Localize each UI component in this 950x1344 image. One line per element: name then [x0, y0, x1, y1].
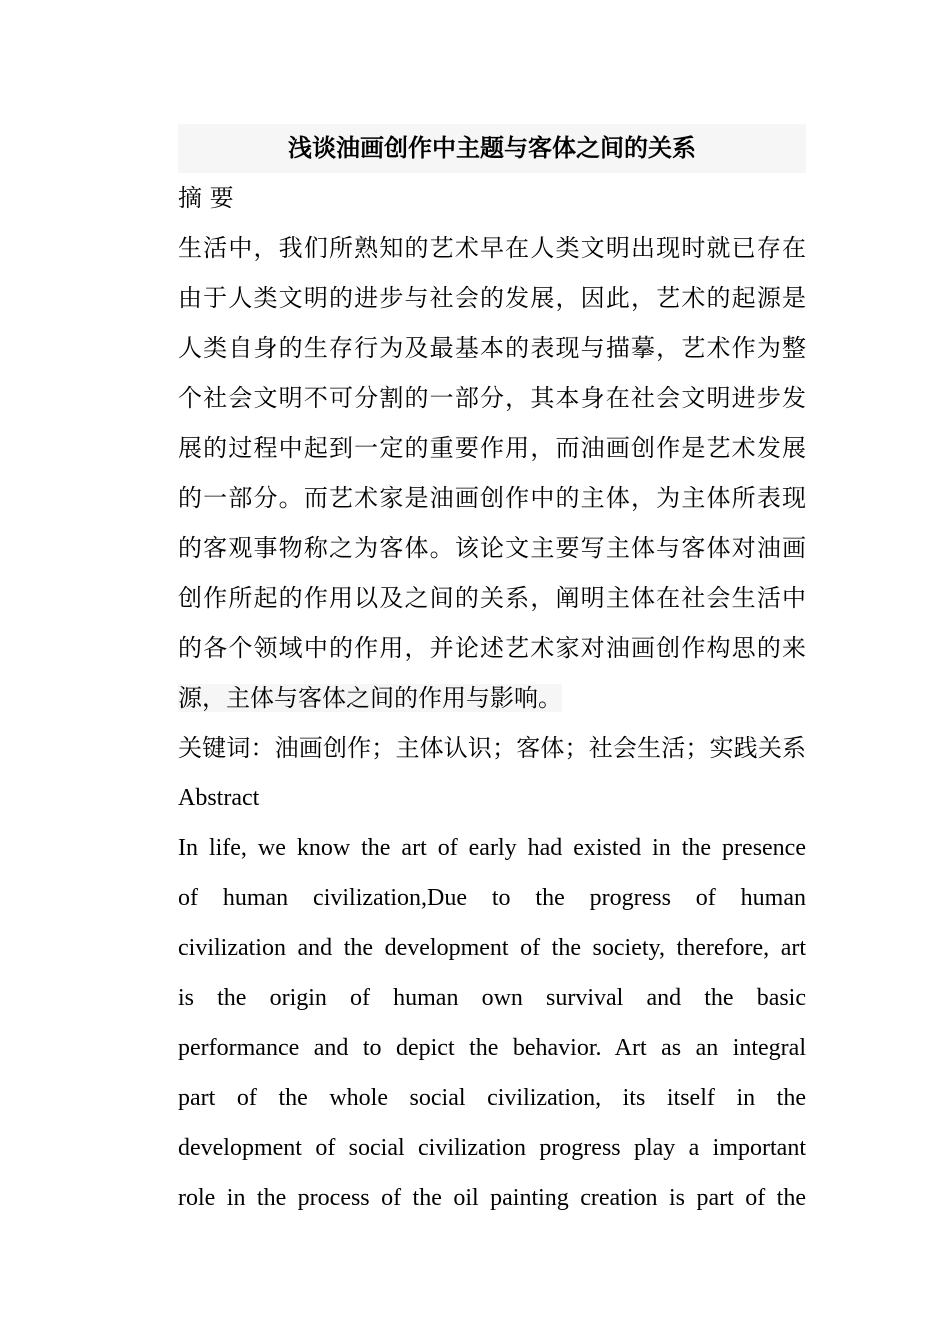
abstract-heading-zh: 摘 要: [178, 184, 234, 212]
abstract-en-line: civilization and the development of the society, therefore, art: [178, 935, 806, 961]
abstract-zh-line: 的一部分。而艺术家是油画创作中的主体，为主体所表现: [178, 484, 806, 512]
abstract-en-line: is the origin of human own survival and the basic: [178, 985, 806, 1011]
abstract-en-line: part of the whole social civilization, its itself in the: [178, 1085, 806, 1111]
abstract-zh-body: [178, 223, 806, 723]
abstract-zh-line: 的各个领域中的作用，并论述艺术家对油画创作构思的来: [178, 634, 806, 662]
abstract-en-line: performance and to depict the behavior. Art as an integral: [178, 1035, 806, 1061]
abstract-zh-line: 人类自身的生存行为及最基本的表现与描摹，艺术作为整: [178, 334, 806, 362]
document-title: 浅谈油画创作中主题与客体之间的关系: [178, 124, 806, 173]
keywords-zh: 关键词：油画创作；主体认识；客体；社会生活；实践关系: [178, 734, 806, 762]
abstract-zh-line: 个社会文明不可分割的一部分，其本身在社会文明进步发: [178, 384, 806, 412]
abstract-zh-line: 生活中，我们所熟知的艺术早在人类文明出现时就已存在: [178, 234, 806, 262]
abstract-en-line: role in the process of the oil painting creation is part of the: [178, 1185, 806, 1211]
abstract-en-line: development of social civilization progress play a important: [178, 1135, 806, 1161]
abstract-zh-last-line: 源，主体与客体之间的作用与影响。: [178, 684, 562, 712]
document-content: [178, 124, 806, 1223]
abstract-zh-line: 展的过程中起到一定的重要作用，而油画创作是艺术发展: [178, 434, 806, 462]
abstract-zh-line: 由于人类文明的进步与社会的发展，因此，艺术的起源是: [178, 284, 806, 312]
abstract-heading-en: Abstract: [178, 785, 260, 811]
abstract-zh-line: 的客观事物称之为客体。该论文主要写主体与客体对油画: [178, 534, 806, 562]
abstract-en-body: [178, 823, 806, 1223]
abstract-zh-line: 创作所起的作用以及之间的关系，阐明主体在社会生活中: [178, 584, 806, 612]
abstract-zh-line: [178, 673, 806, 723]
abstract-en-line: In life, we know the art of early had existed in the presence: [178, 835, 806, 861]
abstract-en-line: of human civilization,Due to the progress of human: [178, 885, 806, 911]
